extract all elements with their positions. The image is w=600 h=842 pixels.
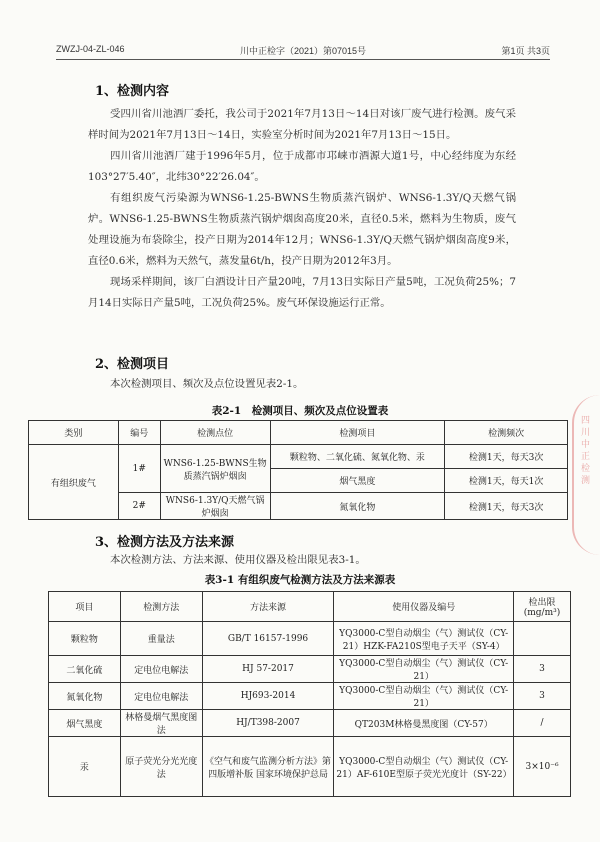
- source-cell: HJ 57-2017: [202, 656, 334, 683]
- limit-cell: /: [514, 710, 571, 737]
- method-cell: 原子荧光分光光度法: [120, 737, 202, 797]
- point-site: WNS6-1.25-BWNS生物质蒸汽锅炉烟囱: [160, 445, 270, 493]
- col-header: 使用仪器及编号: [334, 592, 514, 622]
- item-cell: 汞: [49, 737, 121, 797]
- method-cell: 定电位电解法: [120, 683, 202, 710]
- instrument-cell: YQ3000-C型自动烟尘（气）测试仪（CY-21）: [334, 683, 514, 710]
- section-1-title: 1、检测内容: [95, 84, 170, 99]
- table-row: [49, 737, 571, 797]
- source-cell: HJ/T398-2007: [202, 710, 334, 737]
- table-header-row: [29, 421, 568, 445]
- section-3-title: 3、检测方法及方法来源: [95, 535, 235, 550]
- test-items: 烟气黑度: [270, 469, 445, 493]
- item-cell: 氮氧化物: [49, 683, 121, 710]
- category-cell: 有组织废气: [29, 445, 119, 520]
- paragraph: 现场采样期间，该厂白酒设计日产量20吨，7月13日实际日产量5吨，工况负荷25%；7月14日实际日产量5吨，工况负荷25%。废气环保设施运行正常。: [88, 276, 516, 309]
- table-row: [49, 622, 571, 656]
- paragraph: 有组织废气污染源为WNS6-1.25-BWNS生物质蒸汽锅炉、WNS6-1.3Y/Q天燃气锅炉。WNS6-1.25-BWNS生物质蒸汽锅炉烟囱高度20米，直径0.5米，燃料为生物质，废气处理设施为布袋除尘，投产日期为2014年12月；WNS6-1.3Y/Q天燃气锅炉烟囱高度9米，直径0.6米，燃料为天然气，蒸发量6t/h，投产日期为2012年3月。: [88, 192, 516, 267]
- limit-cell: [514, 622, 571, 656]
- test-items: 颗粒物、二氧化硫、氮氧化物、汞: [270, 445, 445, 469]
- source-cell: GB/T 16157-1996: [202, 622, 334, 656]
- limit-cell: 3: [514, 656, 571, 683]
- source-cell: HJ693-2014: [202, 683, 334, 710]
- point-site: WNS6-1.3Y/Q天燃气锅炉烟囱: [160, 493, 270, 520]
- paragraph: 受四川省川池酒厂委托，我公司于2021年7月13日～14日对该厂废气进行检测。废气采样时间为2021年7月13日～14日，实验室分析时间为2021年7月13日～15日。: [88, 108, 516, 141]
- table-3-1-caption: 表3-1 有组织废气检测方法及方法来源表: [204, 574, 396, 586]
- limit-cell: 3×10⁻⁶: [514, 737, 571, 797]
- col-header: 检测点位: [160, 421, 270, 445]
- method-cell: 定电位电解法: [120, 656, 202, 683]
- test-items: 氮氧化物: [270, 493, 445, 520]
- limit-cell: 3: [514, 683, 571, 710]
- page-indicator: 第1页 共3页: [501, 46, 550, 56]
- item-cell: 二氧化硫: [49, 656, 121, 683]
- col-header: 检测项目: [270, 421, 445, 445]
- table-3-1: [48, 591, 571, 797]
- point-no: 2#: [118, 493, 160, 520]
- method-cell: 重量法: [120, 622, 202, 656]
- col-header-unit: (mg/m³): [523, 608, 561, 618]
- seal-stamp: [572, 395, 600, 555]
- col-header: 项目: [49, 592, 121, 622]
- seal-text: 四川中正检测: [581, 416, 591, 486]
- test-frequency: 检测1天，每天3次: [445, 445, 568, 469]
- col-header: [514, 592, 571, 622]
- instrument-cell: QT203M林格曼黑度图（CY-57）: [334, 710, 514, 737]
- test-frequency: 检测1天，每天3次: [445, 493, 568, 520]
- paragraph: 本次检测方法、方法来源、使用仪器及检出限见表3-1。: [110, 554, 366, 566]
- col-header: 类别: [29, 421, 119, 445]
- table-row: [49, 683, 571, 710]
- report-code: ZWZJ-04-ZL-046: [56, 44, 125, 54]
- paragraph: 四川省川池酒厂建于1996年5月，位于成都市邛崃市酒源大道1号，中心经纬度为东经103°27′5.40″，北纬30°22′26.04″。: [88, 150, 516, 183]
- table-2-1-caption: 表2-1 检测项目、频次及点位设置表: [211, 405, 389, 417]
- point-no: 1#: [118, 445, 160, 493]
- method-cell: 林格曼烟气黑度图法: [120, 710, 202, 737]
- item-cell: 颗粒物: [49, 622, 121, 656]
- section-3-intro: [88, 550, 516, 571]
- table-row: [49, 710, 571, 737]
- instrument-cell: YQ3000-C型自动烟尘（气）测试仪（CY-21）HZK-FA210S型电子天平（SY-4）: [334, 622, 514, 656]
- col-header: 检测频次: [445, 421, 568, 445]
- paragraph: 本次检测项目、频次及点位设置见表2-1。: [110, 378, 304, 390]
- header-rule: [56, 59, 550, 60]
- table-header-row: [49, 592, 571, 622]
- col-header: 方法来源: [202, 592, 334, 622]
- instrument-cell: YQ3000-C型自动烟尘（气）测试仪（CY-21）: [334, 656, 514, 683]
- section-2-title: 2、检测项目: [95, 357, 170, 372]
- table-row: [49, 656, 571, 683]
- source-cell: 《空气和废气监测分析方法》第四版增补版 国家环境保护总局: [202, 737, 334, 797]
- report-number: 川中正检字（2021）第07015号: [239, 46, 367, 56]
- section-2-intro: [88, 374, 516, 395]
- section-1-body: [88, 104, 516, 314]
- item-cell: 烟气黑度: [49, 710, 121, 737]
- instrument-cell: YQ3000-C型自动烟尘（气）测试仪（CY-21）AF-610E型原子荧光光度计（SY-22）: [334, 737, 514, 797]
- page-header: [56, 44, 550, 58]
- test-frequency: 检测1天，每天1次: [445, 469, 568, 493]
- table-row: [29, 445, 568, 469]
- col-header: 检测方法: [120, 592, 202, 622]
- table-2-1: [28, 420, 568, 520]
- col-header-label: 检出限: [528, 598, 556, 608]
- col-header: 编号: [118, 421, 160, 445]
